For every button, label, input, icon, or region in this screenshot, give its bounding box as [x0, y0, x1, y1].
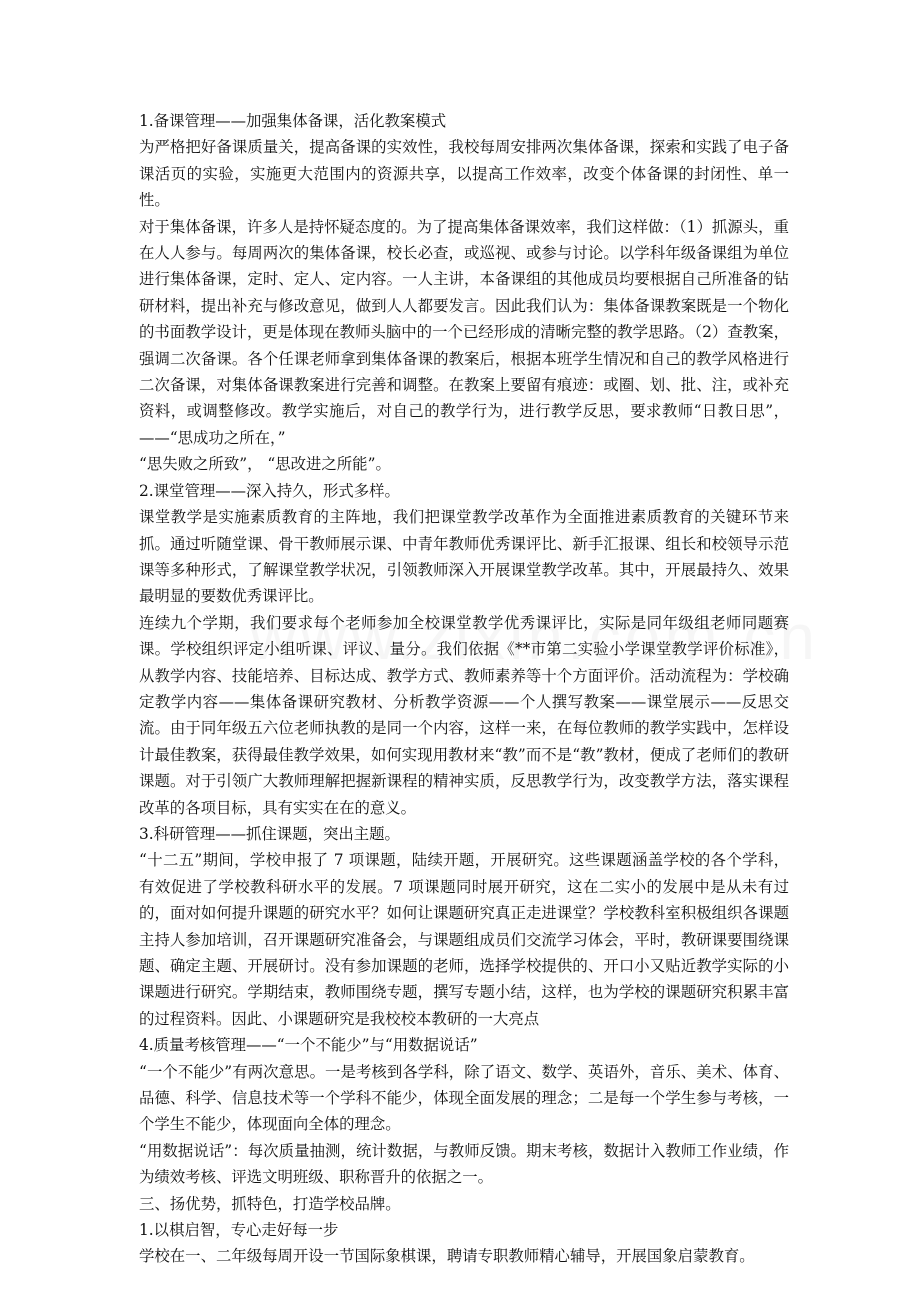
paragraph: 为严格把好备课质量关，提高备课的实效性，我校每周安排两次集体备课，探索和实践了电子备课活页的实验，实施更大范围内的资源共享，以提高工作效率，改变个体备课的封闭性、单一性。 [139, 138, 789, 210]
paragraph: “一个不能少”有两次意思。一是考核到各学科，除了语文、数学、英语外，音乐、美术、体育、品德、科学、信息技术等一个学科不能少，体现全面发展的理念；二是每一个学生参与考核，一个学生不能少，体现面向全体的理念。 [139, 1062, 789, 1134]
paragraph: 对于集体备课，许多人是持怀疑态度的。为了提高集体备课效率，我们这样做：（1）抓源头，重在人人参与。每周两次的集体备课，校长必查，或巡视、或参与讨论。以学科年级备课组为单位进行集体备课，定时、定人、定内容。一人主讲，本备课组的其他成员均要根据自己所准备的钻研材料，提出补充与修改意见，做到人人都要发言。因此我们认为：集体备课教案既是一个物化的书面教学设计，更是体现在教师头脑中的一个已经形成的清晰完整的教学思路。（2）查教案，强调二次备课。各个任课老师拿到集体备课的教案后，根据本班学生情况和自己的教学风格进行二次备课，对集体备课教案进行完善和调整。在教案上要留有痕迹：或圈、划、批、注，或补充资料，或调整修改。教学实施后，对自己的教学行为，进行教学反思，要求教师“日教日思”，——“思成功之所在，” [139, 217, 789, 447]
section-heading-quality: 4.质量考核管理——“一个不能少”与“用数据说话” [139, 1036, 478, 1055]
section-heading-lesson-prep: 1.备课管理——加强集体备课，活化教案模式 [139, 112, 447, 130]
section-heading-research: 3.科研管理——抓住课题，突出主题。 [139, 824, 400, 843]
document-body [139, 108, 789, 1270]
section-heading-advantages: 三、扬优势，抓特色，打造学校品牌。 [139, 1194, 401, 1213]
paragraph: “十二五”期间，学校申报了 7 项课题，陆续开题，开展研究。这些课题涵盖学校的各个学科，有效促进了学校教科研水平的发展。7 项课题同时展开研究，这在二实小的发展中是从未有过的，面对如何提升课题的研究水平？如何让课题研究真正走进课堂？学校教科室积极组织各课题主持人参加培训，召开课题研究准备会，与课题组成员们交流学习体会，平时，教研课要围绕课题、确定主题、开展研讨。没有参加课题的老师，选择学校提供的、开口小又贴近教学实际的小课题进行研究。学期结束，教师围绕专题，撰写专题小结，这样，也为学校的课题研究积累丰富的过程资料。因此、小课题研究是我校校本教研的一大亮点 [139, 851, 789, 1028]
paragraph: 课堂教学是实施素质教育的主阵地，我们把课堂教学改革作为全面推进素质教育的关键环节来抓。通过听随堂课、骨干教师展示课、中青年教师优秀课评比、新手汇报课、组长和校领导示范课等多种形式，了解课堂教学状况，引领教师深入开展课堂教学改革。其中，开展最持久、效果最明显的要数优秀课评比。 [139, 508, 789, 606]
paragraph: 连续九个学期，我们要求每个老师参加全校课堂教学优秀课评比，实际是同年级组老师同题赛课。学校组织评定小组听课、评议、量分。我们依据《**市第二实验小学课堂教学评价标准》，从教学内容、技能培养、目标达成、教学方式、教师素养等十个方面评价。活动流程为：学校确定教学内容——集体备课研究教材、分析教学资源——个人撰写教案——课堂展示——反思交流。由于同年级五六位老师执教的是同一个内容，这样一来，在每位教师的教学实践中，怎样设计最佳教案，获得最佳教学效果，如何实现用教材来“教”而不是“教”教材，便成了老师们的教研课题。对于引领广大教师理解把握新课程的精神实质，反思教学行为，改变教学方法，落实课程改革的各项目标，具有实实在在的意义。 [139, 613, 789, 817]
paragraph: 学校在一、二年级每周开设一节国际象棋课，聘请专职教师精心辅导，开展国象启蒙教育。 [139, 1247, 755, 1266]
paragraph: “思失败之所致”， “思改进之所能”。 [139, 455, 391, 474]
section-heading-classroom: 2.课堂管理——深入持久，形式多样。 [139, 481, 400, 500]
subsection-heading-chess: 1.以棋启智，专心走好每一步 [139, 1221, 339, 1240]
paragraph: “用数据说话”：每次质量抽测，统计数据，与教师反馈。期末考核，数据计入教师工作业绩，作为绩效考核、评选文明班级、职称晋升的依据之一。 [139, 1141, 789, 1187]
